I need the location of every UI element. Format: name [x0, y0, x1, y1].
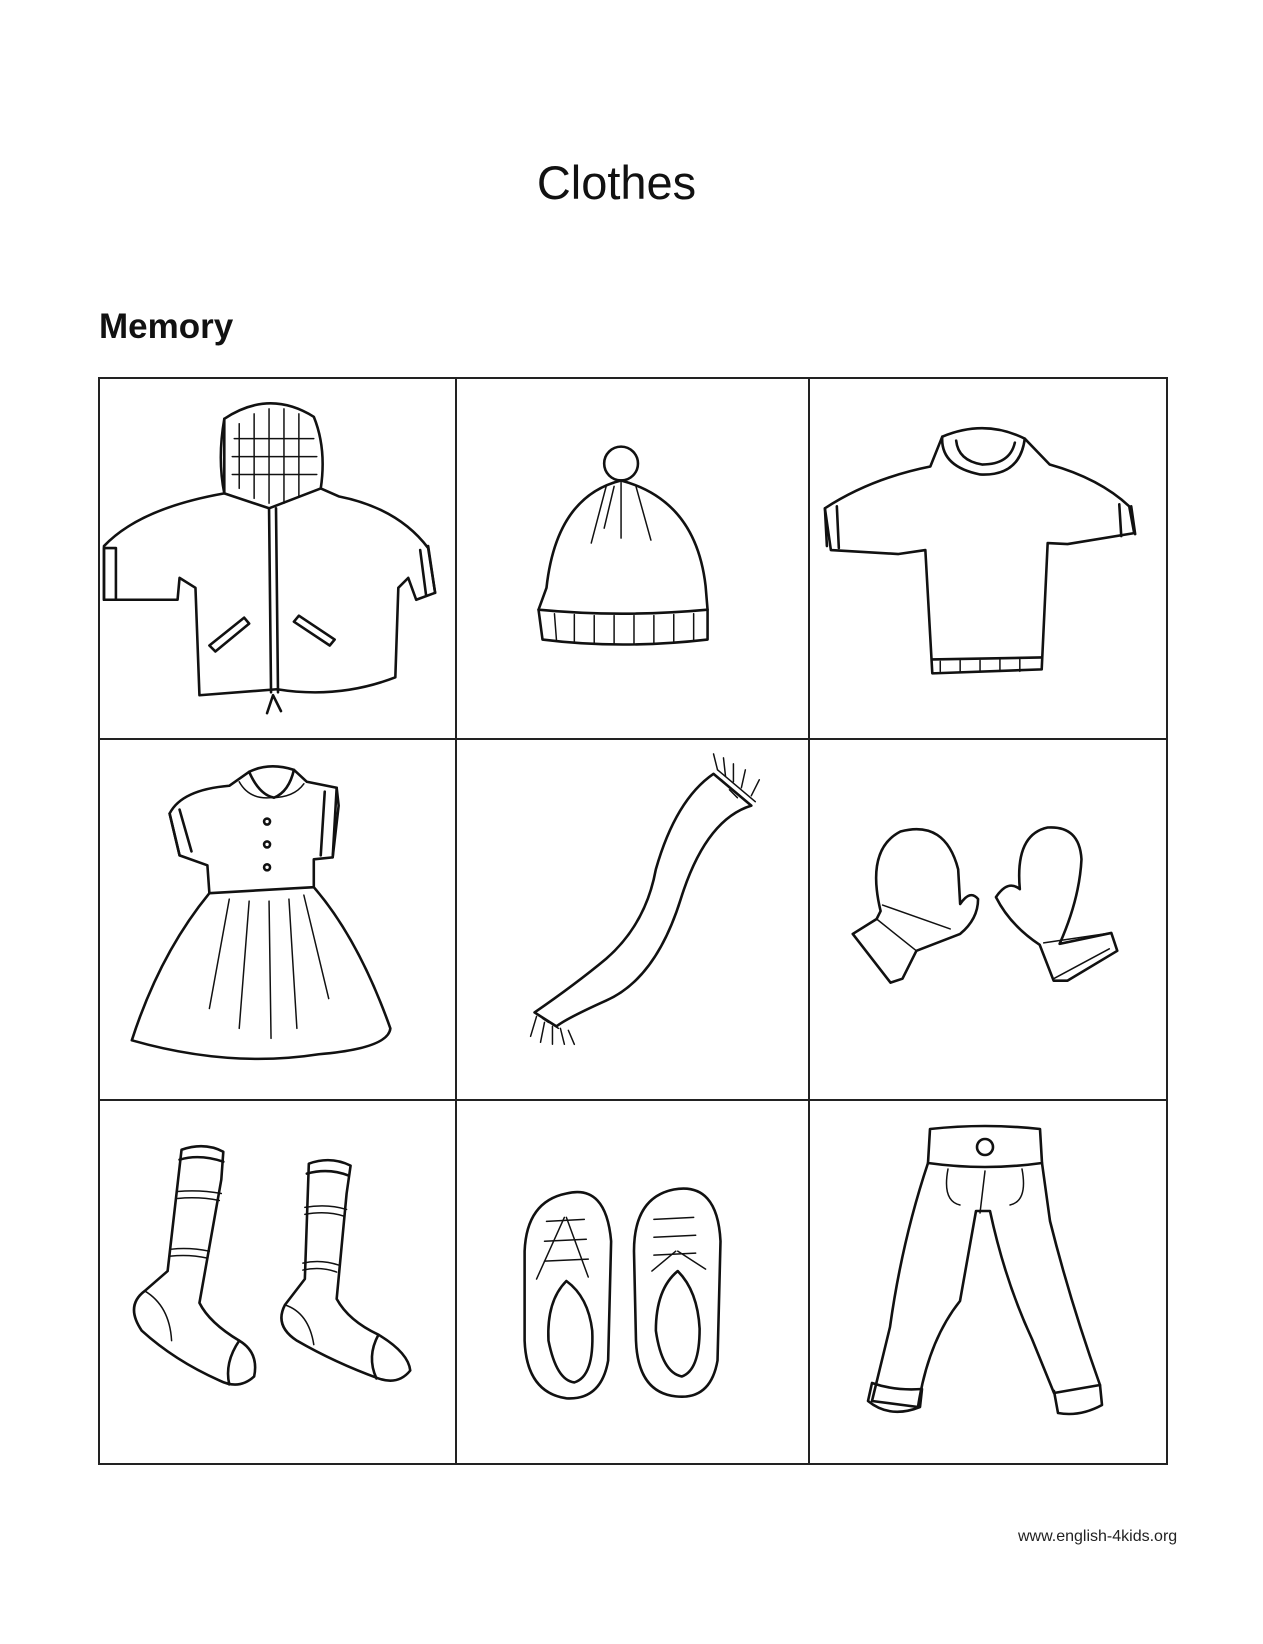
footer-website-url: www.english-4kids.org: [1018, 1528, 1178, 1545]
memory-card-socks[interactable]: [100, 1101, 457, 1463]
mittens-icon: [810, 740, 1166, 1099]
trousers-icon: [810, 1101, 1166, 1463]
memory-card-trousers[interactable]: [810, 1101, 1166, 1463]
dress-icon: [100, 740, 455, 1099]
memory-card-jacket[interactable]: [100, 379, 457, 740]
memory-card-shoes[interactable]: [457, 1101, 810, 1463]
page-title: Clothes: [536, 156, 697, 209]
memory-card-hat[interactable]: [457, 379, 810, 740]
memory-card-dress[interactable]: [100, 740, 457, 1101]
memory-card-sweater[interactable]: [810, 379, 1166, 740]
hat-icon: [457, 379, 808, 738]
socks-icon: [100, 1101, 455, 1463]
scarf-icon: [457, 740, 808, 1099]
shoes-icon: [457, 1101, 808, 1463]
sweater-icon: [810, 379, 1166, 738]
memory-card-grid: [98, 377, 1168, 1465]
memory-card-scarf[interactable]: [457, 740, 810, 1101]
section-label: Memory: [99, 307, 234, 346]
memory-card-mittens[interactable]: [810, 740, 1166, 1101]
jacket-icon: [100, 379, 455, 738]
